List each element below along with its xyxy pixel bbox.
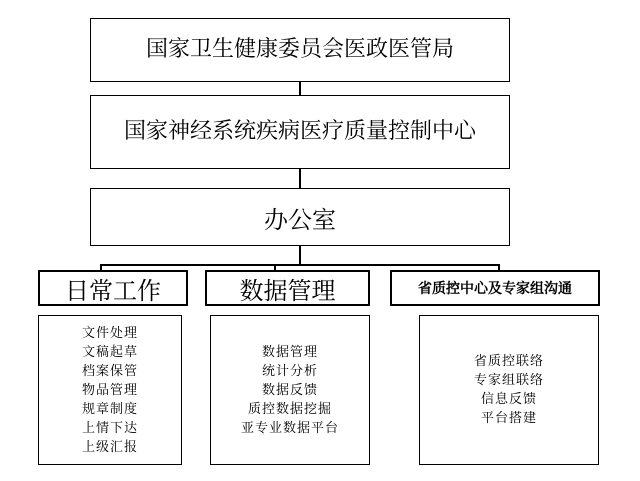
- top-node: [90, 18, 510, 82]
- top-node-label: 国家卫生健康委员会医政医管局: [145, 37, 454, 63]
- connector-office-down: [299, 245, 301, 265]
- connector-top-to-center: [299, 81, 301, 95]
- list-item: 省质控联络: [473, 354, 544, 369]
- daily-work-list: [38, 315, 182, 465]
- provincial-communication-list: [419, 315, 599, 465]
- list-item: 档案保管: [81, 363, 138, 379]
- dept-daily-work-label: 日常工作: [65, 276, 161, 305]
- list-item: 文稿起草: [81, 344, 138, 360]
- list-item: 规章制度: [81, 401, 138, 417]
- list-item: 亚专业数据平台: [240, 420, 339, 436]
- list-item: 专家组联络: [473, 373, 544, 388]
- list-item: 质控数据挖掘: [247, 401, 332, 417]
- office-node-label: 办公室: [264, 205, 336, 234]
- dept-data-management: [205, 270, 370, 306]
- dept-daily-work: [38, 270, 188, 306]
- list-item: 上级汇报: [81, 439, 138, 455]
- office-node: [90, 188, 510, 246]
- connector-center-to-office: [299, 168, 301, 188]
- list-item: 物品管理: [81, 382, 138, 398]
- list-item: 上情下达: [81, 420, 138, 436]
- list-item: 数据管理: [261, 344, 318, 360]
- dept-provincial-communication-label: 省质控中心及专家组沟通: [418, 281, 572, 297]
- list-item: 数据反馈: [261, 382, 318, 398]
- list-item: 文件处理: [81, 325, 138, 341]
- list-item: 信息反馈: [480, 392, 537, 407]
- dept-data-management-label: 数据管理: [239, 276, 336, 305]
- connector-branch-bar: [100, 264, 500, 266]
- center-node: [90, 95, 510, 169]
- dept-provincial-communication: [390, 270, 600, 306]
- list-item: 平台搭建: [480, 411, 537, 426]
- list-item: 统计分析: [261, 363, 318, 379]
- center-node-label: 国家神经系统疾病医疗质量控制中心: [123, 119, 476, 145]
- data-management-list: [210, 315, 370, 465]
